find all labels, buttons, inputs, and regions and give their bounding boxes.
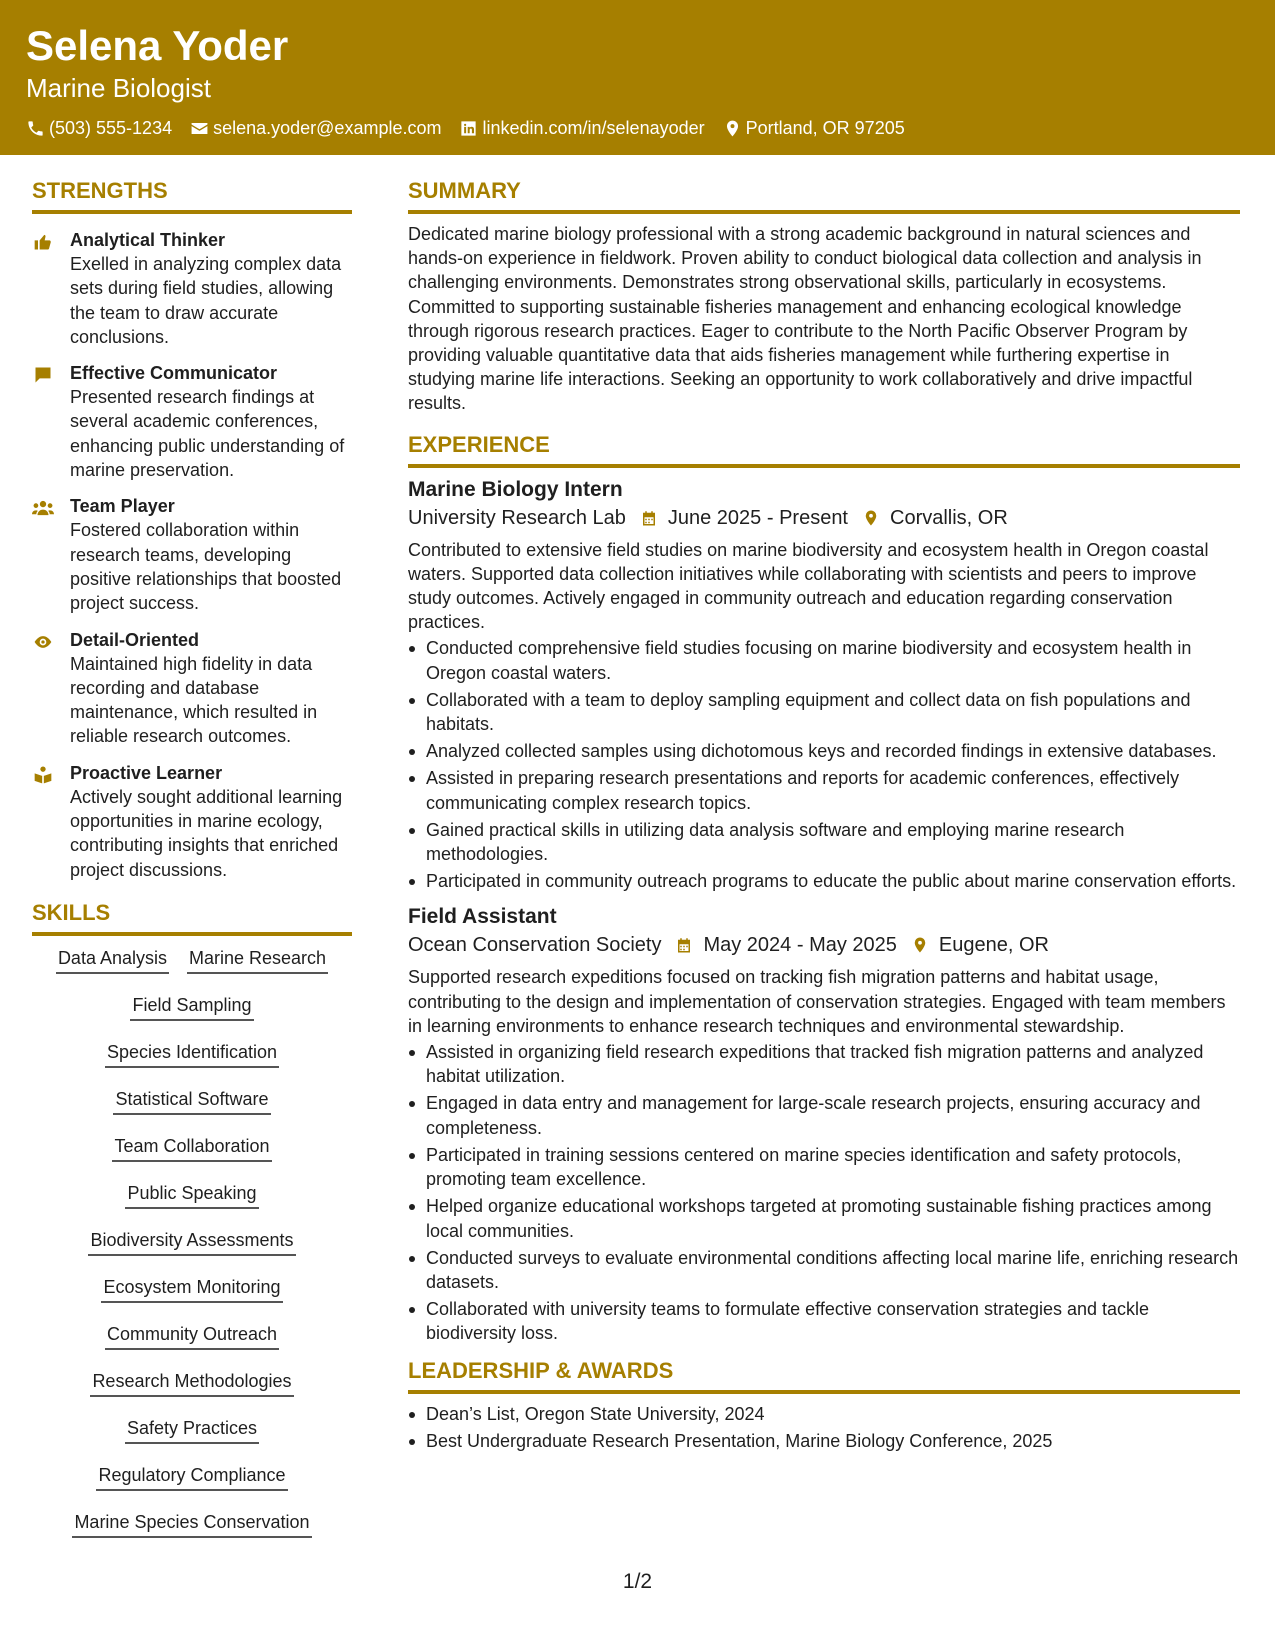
linkedin-icon xyxy=(459,119,478,138)
envelope-icon xyxy=(190,119,209,138)
skill-tag: Data Analysis xyxy=(56,946,169,974)
awards-list xyxy=(408,1402,1240,1453)
experience-entry xyxy=(408,903,1240,1345)
job-bullet: Assisted in preparing research presentations and reports for academic conferences, effectively communicating complex research topics. xyxy=(408,766,1240,814)
job-dates: June 2025 - Present xyxy=(667,506,848,529)
job-location: Eugene, OR xyxy=(938,934,1049,957)
right-column xyxy=(408,176,1240,1456)
strength-name: Detail-Oriented xyxy=(70,629,200,650)
job-description: Contributed to extensive field studies on marine biodiversity and ecosystem health in Oregon coastal waters. Supported data collection initiatives while collaborating with scientists and peers to improve study outcomes. Actively engaged in community outreach and education regarding conservation practices. xyxy=(408,539,1209,633)
strength-name: Proactive Learner xyxy=(70,762,223,783)
skill-tag: Ecosystem Monitoring xyxy=(101,1275,282,1303)
job-bullet: Assisted in organizing field research expeditions that tracked fish migration patterns and analyzed habitat utilization. xyxy=(408,1040,1240,1088)
skill-tag: Community Outreach xyxy=(105,1322,279,1350)
job-bullet: Collaborated with a team to deploy sampling equipment and collect data on fish populations and habitats. xyxy=(408,688,1240,736)
contact-linkedin[interactable] xyxy=(459,116,704,140)
skill-tag: Field Sampling xyxy=(130,993,253,1021)
candidate-title: Marine Biologist xyxy=(26,73,211,103)
award-item: Best Undergraduate Research Presentation, Marine Biology Conference, 2025 xyxy=(408,1429,1240,1453)
summary-heading: SUMMARY xyxy=(408,176,1240,214)
candidate-name: Selena Yoder xyxy=(26,22,289,69)
job-bullet: Helped organize educational workshops targeted at promoting sustainable fishing practices among local communities. xyxy=(408,1194,1240,1242)
eye-icon xyxy=(32,632,54,652)
strength-desc: Presented research findings at several academic conferences, enhancing public understanding of marine preservation. xyxy=(70,387,345,481)
resume-header xyxy=(0,0,1275,155)
strength-item xyxy=(32,628,352,749)
experience-heading: EXPERIENCE xyxy=(408,430,1240,468)
experience-entry xyxy=(408,476,1240,894)
strength-name: Team Player xyxy=(70,496,175,517)
contact-phone xyxy=(26,116,172,140)
skill-tag: Research Methodologies xyxy=(90,1369,293,1397)
contact-location xyxy=(723,116,905,140)
job-title: Field Assistant xyxy=(408,905,557,929)
strength-desc: Maintained high fidelity in data recording and database maintenance, which resulted in reliable research outcomes. xyxy=(70,653,318,747)
job-bullet: Analyzed collected samples using dichotomous keys and recorded findings in extensive databases. xyxy=(408,739,1240,763)
job-bullet: Collaborated with university teams to formulate effective conservation strategies and tackle biodiversity loss. xyxy=(408,1297,1240,1345)
strengths-list xyxy=(32,228,352,882)
skill-tag: Statistical Software xyxy=(113,1087,270,1115)
contact-bar xyxy=(26,116,1249,140)
job-bullet: Participated in community outreach programs to educate the public about marine conservation efforts. xyxy=(408,869,1240,893)
job-dates: May 2024 - May 2025 xyxy=(703,934,897,957)
job-location: Corvallis, OR xyxy=(890,506,1008,529)
phone-icon xyxy=(26,119,45,138)
award-item: Dean’s List, Oregon State University, 2024 xyxy=(408,1402,1240,1426)
skill-tag: Regulatory Compliance xyxy=(96,1463,287,1491)
skill-tag: Safety Practices xyxy=(125,1416,259,1444)
strength-desc: Exelled in analyzing complex data sets during field studies, allowing the team to draw accurate conclusions. xyxy=(70,254,342,347)
summary-text: Dedicated marine biology professional with a strong academic background in natural sciences and hands-on experience in fieldwork. Proven ability to conduct biological data collection and analysis in challenging environments. Demonstrates strong observational skills, particularly in ecosystems. Committed to supporting sustainable fisheries management and enhancing ecological knowledge through rigorous research practices. Eager to contribute to the North Pacific Observer Program by providing valuable quantitative data that aids fisheries management while furthering expertise in studying marine life interactions. Seeking an opportunity to work collaboratively and drive impactful results. xyxy=(408,224,1202,414)
job-bullet: Conducted comprehensive field studies focusing on marine biodiversity and ecosystem health in Oregon coastal waters. xyxy=(408,636,1240,684)
skill-tag: Species Identification xyxy=(105,1040,279,1068)
phone-text: (503) 555-1234 xyxy=(49,118,173,138)
comment-icon xyxy=(32,365,54,385)
map-pin-icon xyxy=(911,935,929,955)
skill-tag: Team Collaboration xyxy=(112,1134,271,1162)
job-bullet: Engaged in data entry and management for large-scale research projects, ensuring accuracy and completeness. xyxy=(408,1091,1240,1139)
left-column xyxy=(32,176,352,1557)
strength-name: Effective Communicator xyxy=(70,363,278,384)
job-description: Supported research expeditions focused on tracking fish migration patterns and habitat usage, contributing to the design and implementation of conservation strategies. Engaged with team members in learning environments to enhance research techniques and environmental stewardship. xyxy=(408,967,1226,1036)
job-bullets xyxy=(408,636,1240,893)
skill-tag: Public Speaking xyxy=(125,1181,258,1209)
job-bullet: Gained practical skills in utilizing data analysis software and employing marine research methodologies. xyxy=(408,818,1240,866)
job-bullets xyxy=(408,1040,1240,1345)
strength-desc: Fostered collaboration within research teams, developing positive relationships that boosted project success. xyxy=(70,520,342,614)
contact-email[interactable] xyxy=(190,116,441,140)
map-pin-icon xyxy=(723,119,742,138)
job-org: University Research Lab xyxy=(408,506,626,529)
calendar-icon xyxy=(675,935,693,955)
page-number: 1/2 xyxy=(622,1570,653,1593)
users-icon xyxy=(32,498,54,518)
skills-list xyxy=(32,946,352,1557)
strength-item xyxy=(32,228,352,349)
location-text: Portland, OR 97205 xyxy=(745,118,905,138)
job-bullet: Conducted surveys to evaluate environmental conditions affecting local marine life, enriching research datasets. xyxy=(408,1246,1240,1294)
job-title: Marine Biology Intern xyxy=(408,477,623,501)
job-org: Ocean Conservation Society xyxy=(408,934,662,957)
thumbs-up-icon xyxy=(32,232,54,252)
strengths-heading: STRENGTHS xyxy=(32,176,352,214)
email-link[interactable]: selena.yoder@example.com xyxy=(213,118,442,138)
strength-item xyxy=(32,361,352,482)
skill-tag: Biodiversity Assessments xyxy=(88,1228,295,1256)
job-bullet: Participated in training sessions centered on marine species identification and safety protocols, promoting team excellence. xyxy=(408,1143,1240,1191)
map-pin-icon xyxy=(862,508,880,528)
skill-tag: Marine Species Conservation xyxy=(72,1510,311,1538)
skill-tag: Marine Research xyxy=(187,946,328,974)
strength-item xyxy=(32,494,352,615)
strength-name: Analytical Thinker xyxy=(70,230,226,250)
strength-item xyxy=(32,761,352,882)
job-meta xyxy=(408,931,1240,959)
skills-heading: SKILLS xyxy=(32,898,352,936)
job-meta xyxy=(408,504,1240,532)
strength-desc: Actively sought additional learning opportunities in marine ecology, contributing insights that enriched project discussions. xyxy=(70,786,343,880)
calendar-icon xyxy=(640,508,658,528)
linkedin-link[interactable]: linkedin.com/in/selenayoder xyxy=(482,118,705,138)
awards-heading: LEADERSHIP & AWARDS xyxy=(408,1356,1240,1394)
book-reader-icon xyxy=(32,765,54,785)
